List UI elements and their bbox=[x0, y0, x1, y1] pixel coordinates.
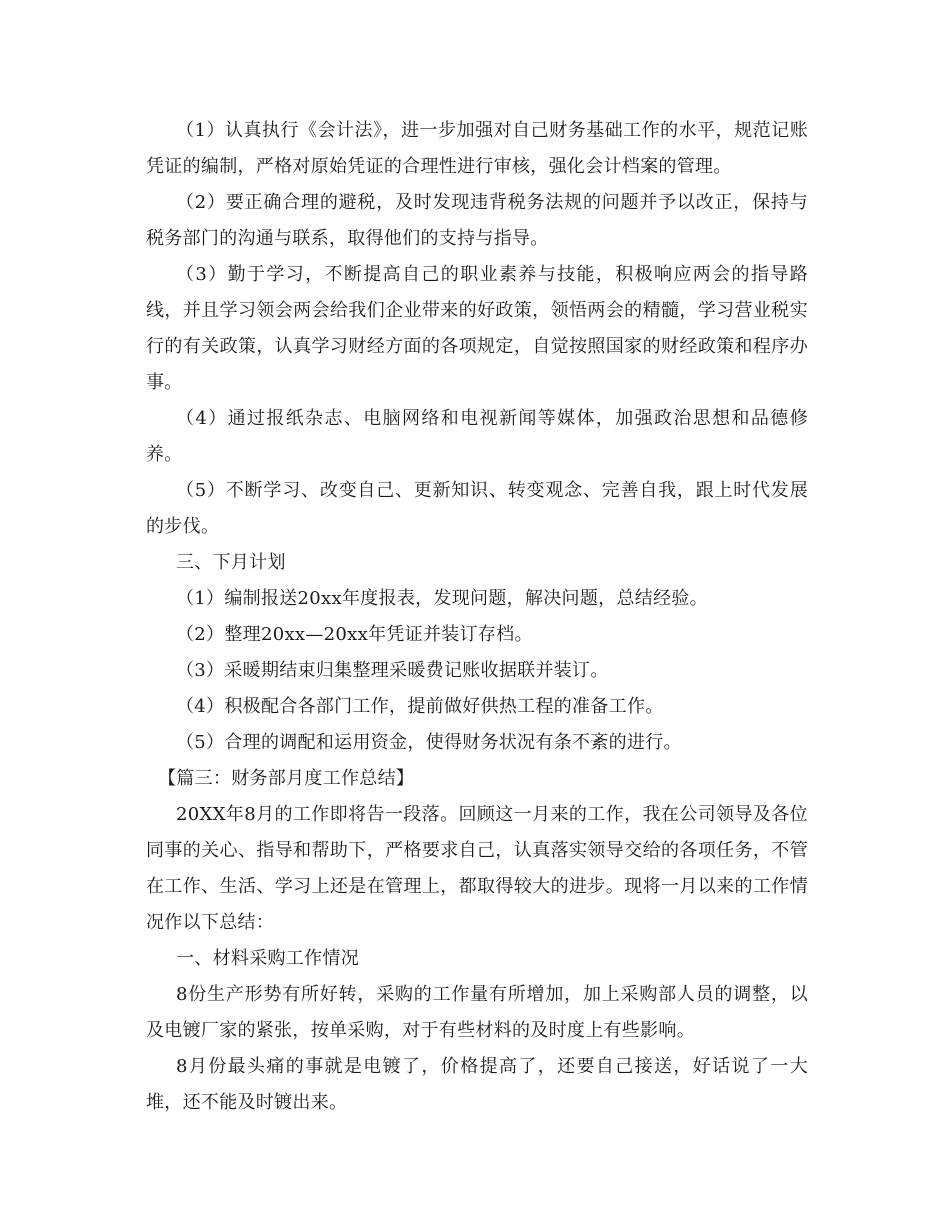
plan-item-4: （4）积极配合各部门工作，提前做好供热工程的准备工作。 bbox=[176, 696, 664, 717]
paragraph-tax: （2）要正确合理的避税，及时发现违背税务法规的问题并予以改正，保持与税务部门的沟通与联系，取得他们的支持与指导。 bbox=[146, 192, 808, 249]
paragraph-accounting-law: （1）认真执行《会计法》，进一步加强对自己财务基础工作的水平，规范记账凭证的编制，严格对原始凭证的合理性进行审核，强化会计档案的管理。 bbox=[146, 120, 808, 177]
paragraph-self-improvement: （5）不断学习、改变自己、更新知识、转变观念、完善自我，跟上时代发展的步伐。 bbox=[146, 480, 808, 537]
paragraph-study: （3）勤于学习，不断提高自己的职业素养与技能，积极响应两会的指导路线，并且学习领会两会给我们企业带来的好政策，领悟两会的精髓，学习营业税实行的有关政策，认真学习财经方面的各项规定，自觉按照国家的财经政策和程序办事。 bbox=[146, 264, 808, 393]
section-heading-next-month-plan: 三、下月计划 bbox=[176, 552, 286, 573]
paragraph-electroplating: 8月份最头痛的事就是电镀了，价格提高了，还要自己接送，好话说了一大堆，还不能及时镀出来。 bbox=[146, 1056, 808, 1113]
plan-item-1: （1）编制报送20xx年度报表，发现问题，解决问题，总结经验。 bbox=[176, 588, 708, 609]
plan-item-5: （5）合理的调配和运用资金，使得财务状况有条不紊的进行。 bbox=[176, 732, 682, 753]
paragraph-media: （4）通过报纸杂志、电脑网络和电视新闻等媒体，加强政治思想和品德修养。 bbox=[146, 408, 808, 465]
document-body bbox=[146, 113, 808, 1121]
section-heading-procurement: 一、材料采购工作情况 bbox=[176, 948, 359, 969]
paragraph-august-summary: 20XX年8月的工作即将告一段落。回顾这一月来的工作，我在公司领导及各位同事的关心、指导和帮助下，严格要求自己，认真落实领导交给的各项任务，不管在工作、生活、学习上还是在管理上，都取得较大的进步。现将一月以来的工作情况作以下总结： bbox=[146, 804, 808, 933]
paragraph-procurement-workload: 8份生产形势有所好转，采购的工作量有所增加，加上采购部人员的调整，以及电镀厂家的紧张，按单采购，对于有些材料的及时度上有些影响。 bbox=[146, 984, 808, 1041]
plan-item-2: （2）整理20xx—20xx年凭证并装订存档。 bbox=[176, 624, 533, 645]
plan-item-3: （3）采暖期结束归集整理采暖费记账收据联并装订。 bbox=[176, 660, 609, 681]
article-title-part-three: 【篇三：财务部月度工作总结】 bbox=[158, 768, 415, 789]
